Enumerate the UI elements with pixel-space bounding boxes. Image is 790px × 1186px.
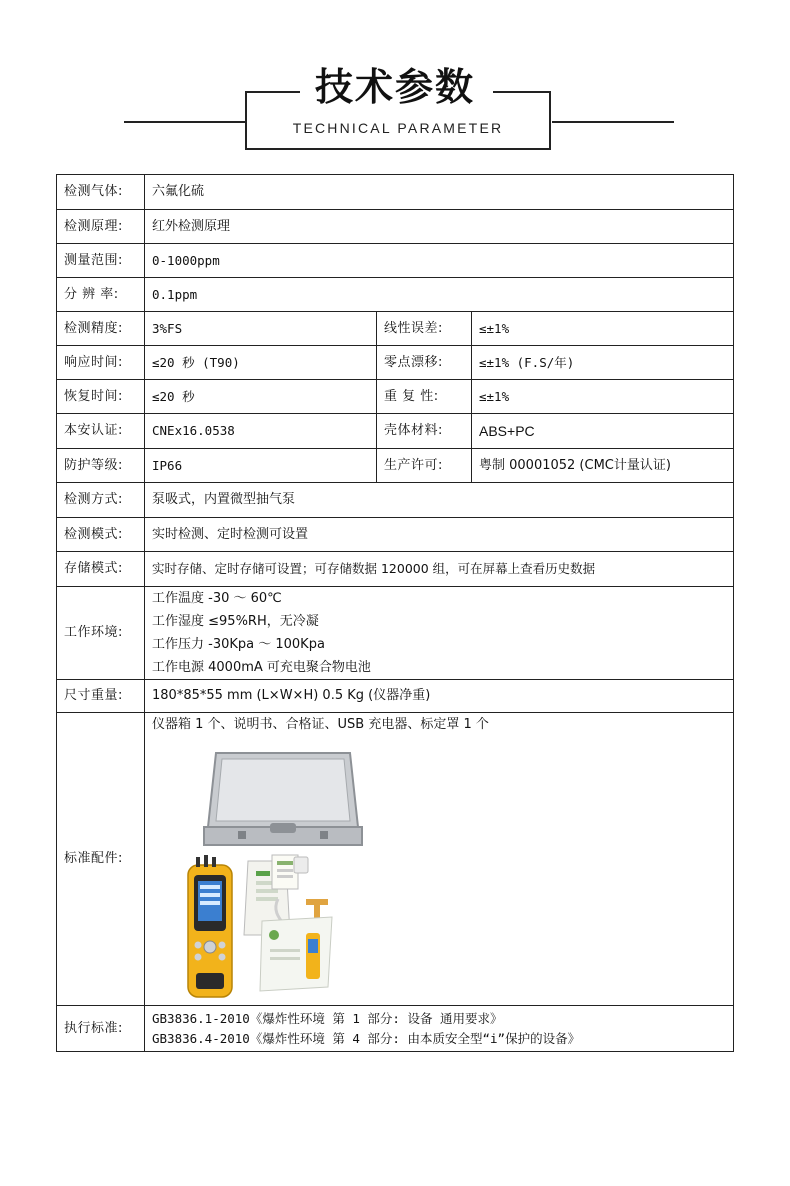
label-repeatability: 重 复 性: <box>377 380 472 414</box>
spec-table <box>56 174 734 1052</box>
row-method <box>57 483 734 518</box>
row-recovery <box>57 380 734 414</box>
gas-detector-illustration <box>188 855 232 997</box>
standard-gb3836-1: GB3836.1-2010《爆炸性环境 第 1 部分: 设备 通用要求》 <box>152 1010 503 1026</box>
label-resolution: 分 辨 率: <box>57 278 145 312</box>
row-certification <box>57 414 734 449</box>
row-standards <box>57 1006 734 1052</box>
value-mode: 实时检测、定时检测可设置 <box>145 518 734 552</box>
env-pressure: 工作压力 -30Kpa ～ 100Kpa <box>152 637 325 652</box>
label-mode: 检测模式: <box>57 518 145 552</box>
label-license: 生产许可: <box>377 449 472 483</box>
label-recovery: 恢复时间: <box>57 380 145 414</box>
label-range: 测量范围: <box>57 244 145 278</box>
value-accuracy: 3%FS <box>145 312 377 346</box>
row-storage <box>57 552 734 587</box>
row-accuracy <box>57 312 734 346</box>
row-protection <box>57 449 734 483</box>
row-range <box>57 244 734 278</box>
header-rule-left <box>124 121 246 123</box>
header-frame-top-right <box>493 91 551 93</box>
label-accuracy: 检测精度: <box>57 312 145 346</box>
row-mode <box>57 518 734 552</box>
label-accessories: 标准配件: <box>57 713 145 1006</box>
value-accessories <box>145 713 734 1006</box>
value-method: 泵吸式，内置微型抽气泵 <box>145 483 734 518</box>
value-range: 0-1000ppm <box>145 244 734 278</box>
label-linearity: 线性误差: <box>377 312 472 346</box>
value-storage: 实时存储、定时存储可设置；可存储数据 120000 组，可在屏幕上查看历史数据 <box>145 552 734 587</box>
row-principle <box>57 210 734 244</box>
label-gas: 检测气体: <box>57 175 145 210</box>
value-recovery: ≤20 秒 <box>145 380 377 414</box>
value-response: ≤20 秒 (T90) <box>145 346 377 380</box>
label-storage: 存储模式: <box>57 552 145 587</box>
value-resolution: 0.1ppm <box>145 278 734 312</box>
label-response: 响应时间: <box>57 346 145 380</box>
value-housing: ABS+PC <box>472 414 734 449</box>
value-protection: IP66 <box>145 449 377 483</box>
env-power: 工作电源 4000mA 可充电聚合物电池 <box>152 660 371 675</box>
row-accessories <box>57 713 734 1006</box>
page-title: 技术参数 <box>300 62 490 112</box>
header-frame-top-left <box>245 91 303 93</box>
label-certification: 本安认证: <box>57 414 145 449</box>
value-size: 180*85*55 mm (L×W×H) 0.5 Kg (仪器净重) <box>145 680 734 713</box>
accessories-text: 仪器箱 1 个、说明书、合格证、USB 充电器、标定罩 1 个 <box>152 717 489 732</box>
row-resolution <box>57 278 734 312</box>
header-rule-right <box>552 121 674 123</box>
row-size <box>57 680 734 713</box>
label-method: 检测方式: <box>57 483 145 518</box>
value-license: 粤制 00001052 (CMC计量认证) <box>472 449 734 483</box>
label-standards: 执行标准: <box>57 1006 145 1052</box>
label-housing: 壳体材料: <box>377 414 472 449</box>
section-header <box>0 0 790 160</box>
value-linearity: ≤±1% <box>472 312 734 346</box>
value-zero-drift: ≤±1% (F.S/年) <box>472 346 734 380</box>
value-gas: 六氟化硫 <box>145 175 734 210</box>
product-box-illustration <box>260 917 332 991</box>
page-subtitle: TECHNICAL PARAMETER <box>292 120 504 136</box>
value-standards <box>145 1006 734 1052</box>
value-certification: CNEx16.0538 <box>145 414 377 449</box>
row-environment <box>57 587 734 680</box>
env-humidity: 工作湿度 ≤95%RH，无冷凝 <box>152 614 319 629</box>
label-zero-drift: 零点漂移: <box>377 346 472 380</box>
label-environment: 工作环境: <box>57 587 145 680</box>
standard-gb3836-4: GB3836.4-2010《爆炸性环境 第 4 部分: 由本质安全型“i”保护的设备》 <box>152 1030 581 1046</box>
value-environment <box>145 587 734 680</box>
carry-case-illustration <box>204 753 362 845</box>
charger-illustration <box>294 857 308 873</box>
row-gas <box>57 175 734 210</box>
label-size: 尺寸重量: <box>57 680 145 713</box>
label-principle: 检测原理: <box>57 210 145 244</box>
value-principle: 红外检测原理 <box>145 210 734 244</box>
accessories-photo <box>178 749 388 1001</box>
label-protection: 防护等级: <box>57 449 145 483</box>
env-temperature: 工作温度 -30 ～ 60℃ <box>152 591 282 606</box>
row-response <box>57 346 734 380</box>
value-repeatability: ≤±1% <box>472 380 734 414</box>
